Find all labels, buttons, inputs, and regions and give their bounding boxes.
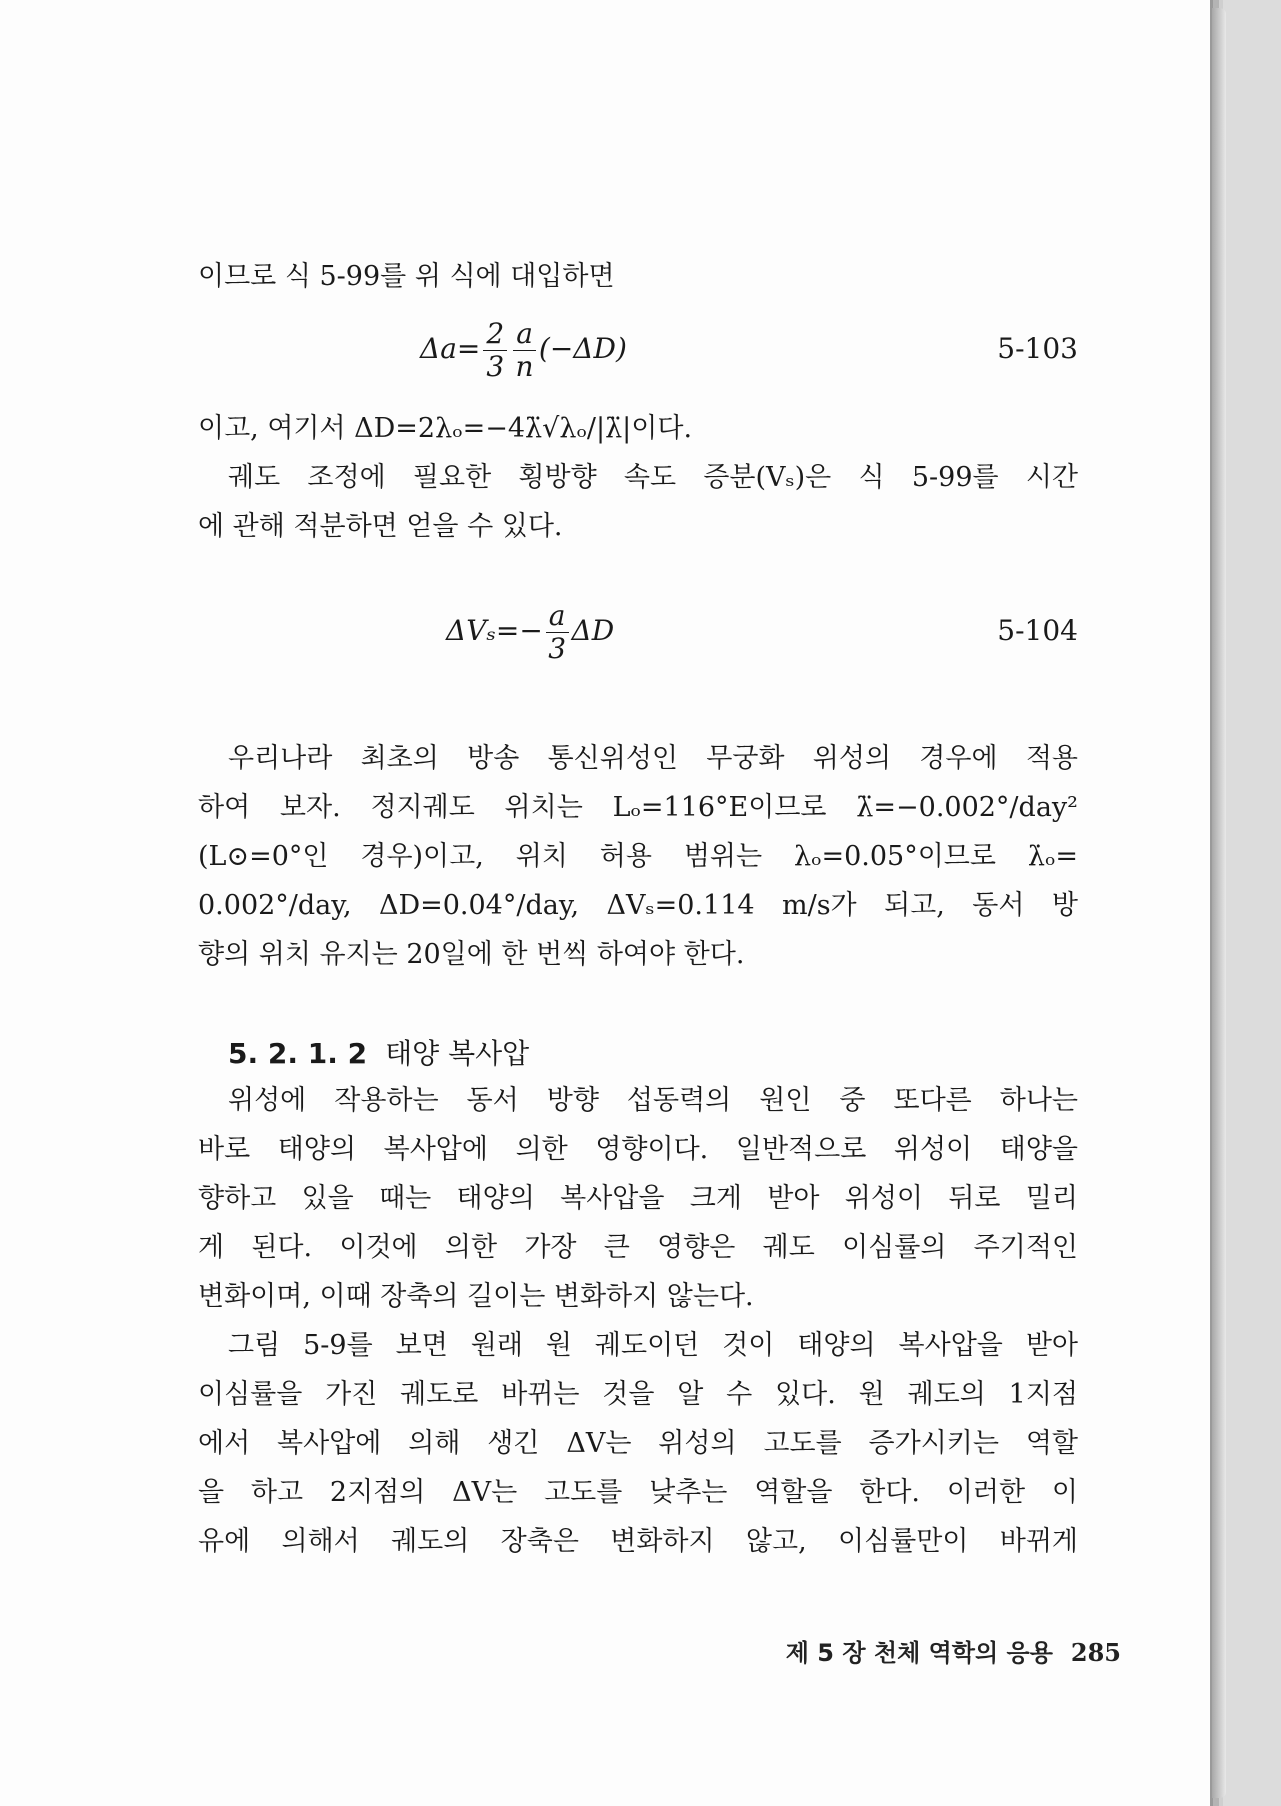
equation-lhs: ΔVₛ=− xyxy=(446,614,543,647)
equation-rhs: ΔD xyxy=(571,614,615,647)
text-line: 하여 보자. 정지궤도 위치는 Lₒ=116°E이므로 λ̈=−0.002°/day² xyxy=(198,792,1078,823)
intro-paragraph xyxy=(198,252,1078,301)
text-line: 향하고 있을 때는 태양의 복사압을 크게 받아 위성이 뒤로 밀리 xyxy=(198,1183,1078,1214)
text-line: 궤도 조정에 필요한 횡방향 속도 증분(Vₛ)은 식 5-99를 시간 xyxy=(228,462,1078,493)
section-title: 태양 복사압 xyxy=(385,1037,530,1070)
section-heading xyxy=(228,1032,529,1072)
fraction-denominator: 3 xyxy=(548,632,567,665)
fraction-numerator: 2 xyxy=(483,318,507,351)
fraction-a-n xyxy=(513,318,536,383)
fraction-denominator: 3 xyxy=(486,350,505,383)
text-line: 유에 의해서 궤도의 장축은 변화하지 않고, 이심률만이 바뀌게 xyxy=(198,1526,1078,1557)
text-line: 이므로 식 5-99를 위 식에 대입하면 xyxy=(198,261,615,292)
equation-expression xyxy=(420,318,627,383)
text-line: 이고, 여기서 ΔD=2λₒ=−4λ̈√λₒ/|λ̈|이다. xyxy=(198,413,693,444)
text-line: 향의 위치 유지는 20일에 한 번씩 하여야 한다. xyxy=(198,939,745,970)
equation-lhs: Δa= xyxy=(420,332,481,365)
page-edge-shadow xyxy=(1212,8,1226,1798)
chapter-title: 제 5 장 천체 역학의 응용 xyxy=(785,1639,1053,1667)
solar-pressure-paragraph xyxy=(198,1076,1078,1321)
equation-5-104 xyxy=(198,600,1078,680)
text-line: 에서 복사압에 의해 생긴 ΔV는 위성의 고도를 증가시키는 역할 xyxy=(198,1428,1078,1459)
fraction-numerator: a xyxy=(513,318,536,351)
text-line: 그림 5-9를 보면 원래 원 궤도이던 것이 태양의 복사압을 받아 xyxy=(228,1330,1078,1361)
page-footer xyxy=(786,1633,1121,1668)
fraction-a-3 xyxy=(546,600,569,665)
text-line: 에 관해 적분하면 얻을 수 있다. xyxy=(198,511,563,542)
text-line: 을 하고 2지점의 ΔV는 고도를 낮추는 역할을 한다. 이러한 이 xyxy=(198,1477,1078,1508)
text-line: 우리나라 최초의 방송 통신위성인 무궁화 위성의 경우에 적용 xyxy=(228,743,1078,774)
equation-expression xyxy=(446,600,614,665)
equation-number: 5-103 xyxy=(997,332,1078,365)
mugunghwa-paragraph xyxy=(198,734,1078,979)
text-line: 변화이며, 이때 장축의 길이는 변화하지 않는다. xyxy=(198,1281,754,1312)
text-line: 위성에 작용하는 동서 방향 섭동력의 원인 중 또다른 하나는 xyxy=(228,1085,1078,1116)
text-line: (L⊙=0°인 경우)이고, 위치 허용 범위는 λₒ=0.05°이므로 λ̇ₒ= xyxy=(198,841,1078,872)
equation-5-103 xyxy=(198,318,1078,398)
text-line: 바로 태양의 복사압에 의한 영향이다. 일반적으로 위성이 태양을 xyxy=(198,1134,1078,1165)
figure-reference-paragraph xyxy=(198,1321,1078,1566)
fraction-2-3 xyxy=(483,318,507,383)
section-number: 5. 2. 1. 2 xyxy=(228,1037,368,1070)
equation-number: 5-104 xyxy=(997,614,1078,647)
text-line: 이심률을 가진 궤도로 바뀌는 것을 알 수 있다. 원 궤도의 1지점 xyxy=(198,1379,1078,1410)
page-number: 285 xyxy=(1070,1638,1121,1667)
explanation-paragraph xyxy=(198,404,1078,551)
fraction-denominator: n xyxy=(515,350,534,383)
fraction-numerator: a xyxy=(546,600,569,633)
text-line: 게 된다. 이것에 의한 가장 큰 영향은 궤도 이심률의 주기적인 xyxy=(198,1232,1078,1263)
equation-rhs: (−ΔD) xyxy=(538,332,627,365)
text-line: 0.002°/day, ΔD=0.04°/day, ΔVₛ=0.114 m/s가 되고, 동서 방 xyxy=(198,890,1078,921)
